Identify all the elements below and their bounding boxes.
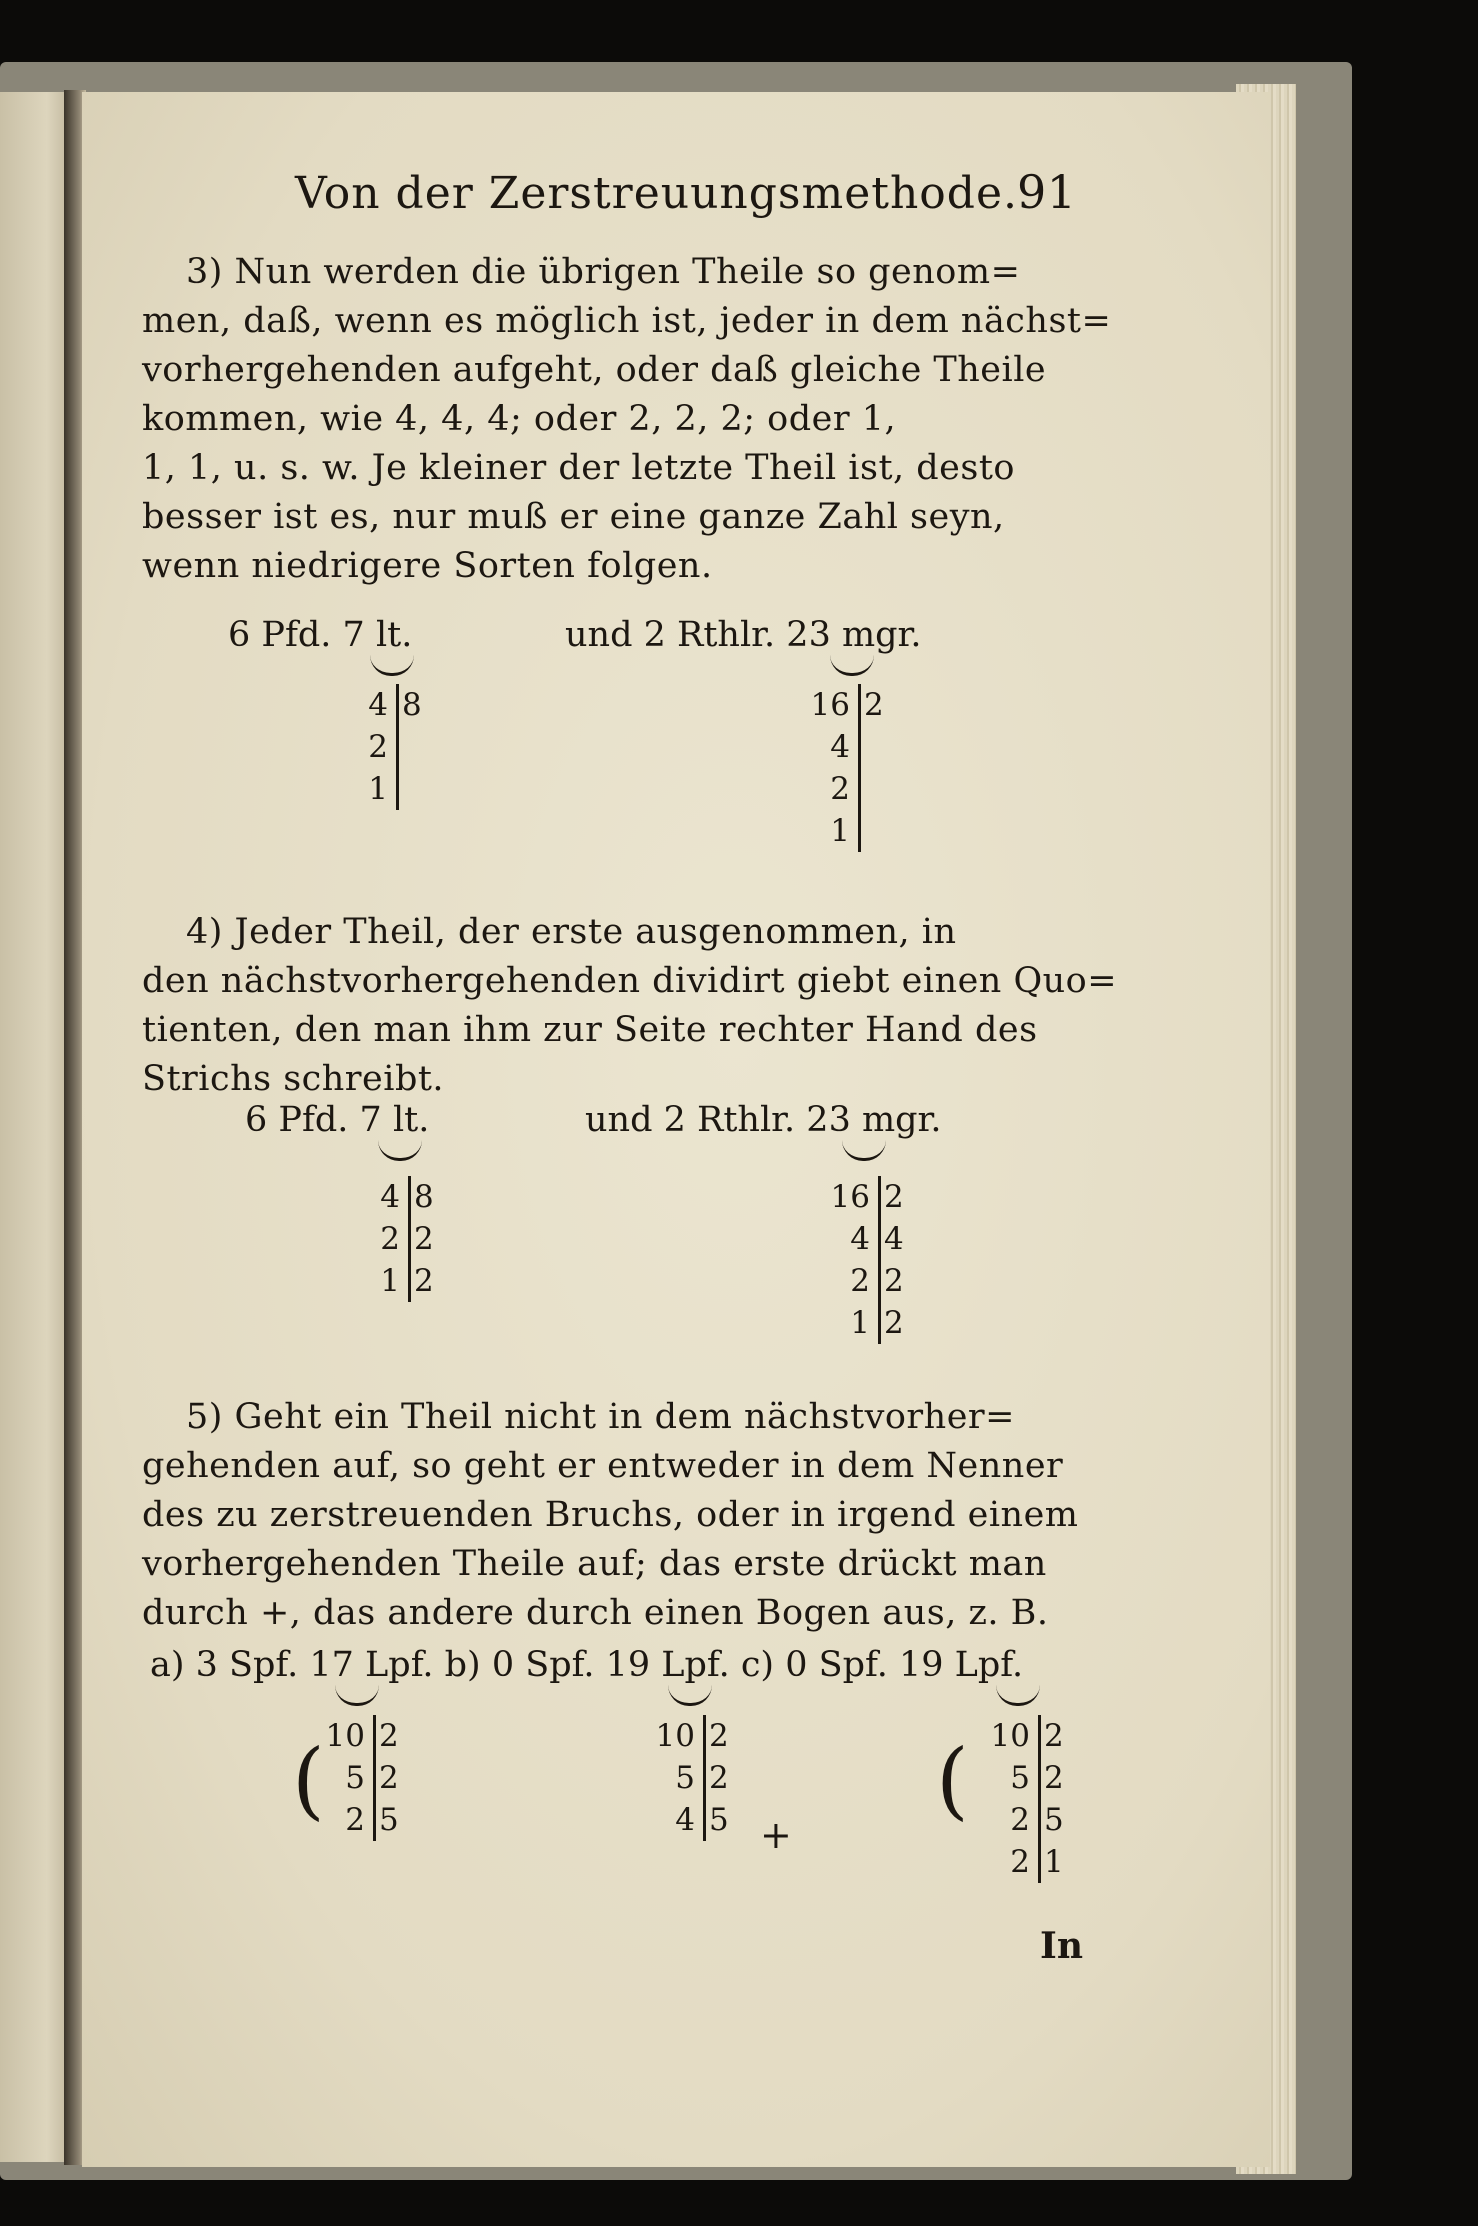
scheme-cell: 2 xyxy=(884,1179,904,1215)
scheme-cell: 1 xyxy=(830,813,850,849)
text-line: wenn niedrigere Sorten folgen. xyxy=(142,546,713,586)
scheme-cell: 4 xyxy=(850,1221,870,1257)
text-line: den nächstvorhergehenden dividirt giebt einen Quo= xyxy=(142,961,1118,1001)
plus-mark: + xyxy=(760,1813,792,1857)
scheme-cell xyxy=(395,726,442,768)
scheme-cell: 2 xyxy=(379,1718,399,1754)
text-line: 4) Jeder Theil, der erste ausgenommen, in xyxy=(186,912,957,952)
scheme-cell: 8 xyxy=(414,1179,434,1215)
scheme-cell: 1 xyxy=(850,1305,870,1341)
scheme-cell: 1 xyxy=(368,771,388,807)
bow-mark: ( xyxy=(292,1731,325,1829)
text-line: vorhergehenden aufgeht, oder daß gleiche Theile xyxy=(142,350,1047,390)
text-line: durch +, das andere durch einen Bogen aus, z. B. xyxy=(142,1593,1049,1633)
scheme-cell: 4 xyxy=(830,729,850,765)
text-line: des zu zerstreuenden Bruchs, oder in irgend einem xyxy=(142,1495,1079,1535)
scheme-cell: 2 xyxy=(884,1263,904,1299)
text-line: vorhergehenden Theile auf; das erste drückt man xyxy=(142,1544,1047,1584)
text-line: 1, 1, u. s. w. Je kleiner der letzte Theil ist, desto xyxy=(142,448,1015,488)
text-line: kommen, wie 4, 4, 4; oder 2, 2, 2; oder 1, xyxy=(142,399,897,439)
scheme-5b xyxy=(655,1715,749,1841)
scheme-cell: 2 xyxy=(1010,1844,1030,1880)
text-line: tienten, den man ihm zur Seite rechter Hand des xyxy=(142,1010,1038,1050)
scheme-cell: 1 xyxy=(1044,1844,1064,1880)
scheme-cell: 2 xyxy=(884,1305,904,1341)
text-line: men, daß, wenn es möglich ist, jeder in dem nächst= xyxy=(142,301,1112,341)
scheme-3-left xyxy=(348,684,442,810)
text-line: 3) Nun werden die übrigen Theile so genom= xyxy=(186,252,1021,292)
scheme-cell: 4 xyxy=(368,687,388,723)
scheme-cell: 2 xyxy=(864,687,884,723)
scheme-cell: 16 xyxy=(830,1179,870,1215)
scheme-cell: 2 xyxy=(1044,1760,1064,1796)
scheme-cell: 2 xyxy=(1044,1718,1064,1754)
scheme-cell: 5 xyxy=(1010,1760,1030,1796)
page-number: 91 xyxy=(1017,165,1077,219)
scheme-cell xyxy=(857,726,904,768)
scheme-5c xyxy=(990,1715,1084,1883)
scheme-cell: 5 xyxy=(345,1760,365,1796)
scheme-cell: 10 xyxy=(990,1718,1030,1754)
example-right: und 2 Rthlr. 23 mgr. xyxy=(585,1100,942,1140)
scheme-cell: 5 xyxy=(675,1760,695,1796)
scheme-cell: 2 xyxy=(414,1263,434,1299)
paragraph-4 xyxy=(142,908,1122,1104)
text-line: besser ist es, nur muß er eine ganze Zahl seyn, xyxy=(142,497,1005,537)
example-right: und 2 Rthlr. 23 mgr. xyxy=(565,615,922,655)
scheme-cell: 4 xyxy=(380,1179,400,1215)
scheme-cell: 2 xyxy=(379,1760,399,1796)
scheme-cell: 2 xyxy=(1010,1802,1030,1838)
scheme-4-right xyxy=(830,1176,924,1344)
scheme-3-right xyxy=(810,684,904,852)
scheme-cell: 2 xyxy=(345,1802,365,1838)
catchword: In xyxy=(1040,1925,1084,1967)
scheme-5a xyxy=(325,1715,419,1841)
example-left: 6 Pfd. 7 lt. xyxy=(228,615,413,655)
text-line: gehenden auf, so geht er entweder in dem Nenner xyxy=(142,1446,1064,1486)
running-head: Von der Zerstreuungsmethode. xyxy=(295,168,1018,219)
scheme-cell: 2 xyxy=(709,1760,729,1796)
scheme-cell: 8 xyxy=(402,687,422,723)
paragraph-5 xyxy=(142,1393,1122,1638)
paragraph-3 xyxy=(142,248,1122,591)
scheme-cell: 1 xyxy=(380,1263,400,1299)
scheme-cell: 2 xyxy=(850,1263,870,1299)
scheme-cell: 2 xyxy=(380,1221,400,1257)
scheme-cell: 2 xyxy=(414,1221,434,1257)
scheme-cell: 10 xyxy=(655,1718,695,1754)
text-line: Strichs schreibt. xyxy=(142,1059,445,1099)
scheme-cell xyxy=(857,810,904,852)
scheme-cell: 5 xyxy=(379,1802,399,1838)
scheme-cell: 2 xyxy=(709,1718,729,1754)
text-line: 5) Geht ein Theil nicht in dem nächstvorher= xyxy=(186,1397,1015,1437)
example-left: 6 Pfd. 7 lt. xyxy=(245,1100,430,1140)
scheme-cell: 5 xyxy=(709,1802,729,1838)
scheme-cell: 2 xyxy=(830,771,850,807)
scheme-cell xyxy=(395,768,442,810)
scheme-cell: 2 xyxy=(368,729,388,765)
examples-line: a) 3 Spf. 17 Lpf. b) 0 Spf. 19 Lpf. c) 0 Spf. 19 Lpf. xyxy=(150,1645,1024,1685)
bow-mark: ( xyxy=(936,1731,969,1829)
scheme-4-left xyxy=(360,1176,454,1302)
scheme-cell: 5 xyxy=(1044,1802,1064,1838)
scheme-cell: 4 xyxy=(884,1221,904,1257)
scheme-cell: 4 xyxy=(675,1802,695,1838)
scheme-cell: 16 xyxy=(810,687,850,723)
scheme-cell: 10 xyxy=(325,1718,365,1754)
scheme-cell xyxy=(857,768,904,810)
